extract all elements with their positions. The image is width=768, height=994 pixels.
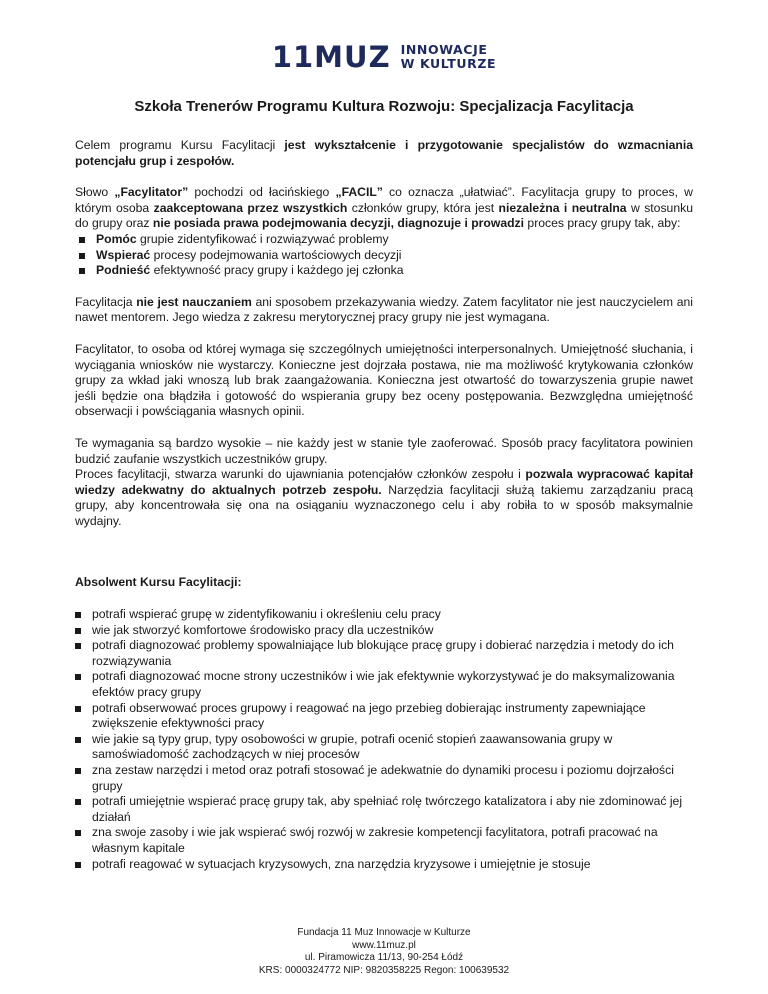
list-item	[75, 857, 693, 873]
list-item	[75, 794, 693, 825]
square-bullet-icon	[75, 737, 81, 743]
square-bullet-icon	[75, 862, 81, 868]
square-bullet-icon	[79, 268, 85, 274]
text: zna swoje zasoby i wie jak wspierać swój rozwój w zakresie kompetencji facylitatora, potrafi pracować na własnym kapitale	[92, 825, 658, 855]
text: Celem programu Kursu Facylitacji	[75, 138, 285, 152]
logo-line-1: INNOWACJE	[400, 42, 488, 57]
paragraph-goal	[75, 138, 693, 169]
text-bold: Wspierać	[96, 247, 151, 262]
text: Słowo	[75, 185, 115, 200]
text: w stosunku do grupy oraz	[75, 200, 693, 231]
text-bold: „Facylitator”	[114, 185, 189, 200]
text-bold: Podnieść	[96, 263, 151, 278]
square-bullet-icon	[75, 612, 81, 618]
text: procesy podejmowania wartościowych decyzji	[150, 247, 402, 262]
paragraph-requirements	[75, 436, 693, 530]
square-bullet-icon	[75, 799, 81, 805]
list-item	[75, 763, 693, 794]
text: wie jakie są typy grup, typy osobowości w grupie, potrafi ocenić stopień zaawansowania grupy w samoświadomość zachodzących w niej procesów	[92, 731, 613, 762]
square-bullet-icon	[75, 674, 81, 680]
text-bold: nie posiada prawa podejmowania decyzji, diagnozuje i prowadzi	[152, 216, 525, 231]
section-heading: Absolwent Kursu Facylitacji:	[75, 575, 242, 590]
square-bullet-icon	[75, 643, 81, 649]
square-bullet-icon	[79, 253, 85, 259]
footer-registry: KRS: 0000324772 NIP: 9820358225 Regon: 100639532	[258, 964, 510, 976]
list-item	[75, 263, 693, 279]
paragraph-skills: Facylitator, to osoba od której wymaga się szczególnych umiejętności interpersonalnych. Umiejętność słuchania, i wyciągania wniosków nie wystarczy. Konieczne jest dojrzała postawa, nie ma możliwość krytykowania członków grupy za wkład jaki wnoszą lub brak zaangażowania. Konieczna jest otwartość do towarzyszenia grupie nawet jeśli będzie ona błądziła i gotowość do wspierania grupy bez oceny postępowania. Bezwzględna umiejętność obserwacji i powściągania własnych opinii.	[75, 341, 693, 419]
text: potrafi obserwować proces grupowy i reagować na jego przebieg dobierając instrumenty zapewniające zwiększenie efektywności pracy	[92, 700, 646, 731]
text: co oznacza „ułatwiać”. Facylitacja grupy to proces, w którym osoba	[75, 185, 693, 215]
footer	[0, 927, 768, 977]
square-bullet-icon	[79, 237, 85, 243]
footer-org: Fundacja 11 Muz Innowacje w Kulturze	[297, 927, 471, 938]
paragraph-not-teaching	[75, 295, 693, 326]
text: Facylitacja	[75, 294, 137, 309]
text-bold: „FACIL”	[335, 185, 383, 200]
graduate-skills-list	[75, 607, 693, 872]
footer-address: ul. Piramowicza 11/13, 90-254 Łódź	[304, 952, 464, 964]
text-bold: Pomóc	[96, 231, 137, 246]
text: potrafi diagnozować mocne strony uczestników i wie jak efektywnie wykorzystywać je do maksymalizowania efektów pracy grupy	[92, 669, 675, 700]
document-body	[75, 138, 693, 872]
logo-text	[401, 43, 497, 71]
list-item	[75, 638, 693, 669]
logo-mark: 11MUZ	[271, 40, 391, 74]
text: Narzędzia facylitacji służą takiemu zarządzaniu pracą grupy, aby koncentrowała się ona na osiąganiu wyznaczonego celu i aby robiła to w sposób maksymalnie wydajny.	[75, 482, 694, 528]
square-bullet-icon	[75, 768, 81, 774]
text: członków grupy, która jest	[347, 200, 499, 215]
goals-list	[75, 232, 693, 279]
logo-line-2: W KULTURZE	[400, 56, 497, 71]
text-bold: jest wykształcenie i przygotowanie specjalistów do wzmacniania potencjału grup i zespołów.	[75, 138, 693, 168]
text: potrafi wspierać grupę w zidentyfikowaniu i określeniu celu pracy	[92, 607, 441, 622]
text-bold: niezależna i neutralna	[498, 200, 627, 215]
list-item	[75, 701, 693, 732]
list-item	[75, 732, 693, 763]
list-item	[75, 825, 693, 856]
square-bullet-icon	[75, 830, 81, 836]
text: grupie zidentyfikować i rozwiązywać problemy	[136, 231, 389, 246]
list-item	[75, 232, 693, 248]
text: efektywność pracy grupy i każdego jej członka	[150, 263, 404, 278]
footer-website-link[interactable]: www.11muz.pl	[352, 939, 416, 951]
square-bullet-icon	[75, 628, 81, 634]
text-bold: nie jest nauczaniem	[136, 294, 252, 309]
text-bold: pozwala wypracować kapitał wiedzy adekwatny do aktualnych potrzeb zespołu.	[75, 467, 693, 497]
text: proces pracy grupy tak, aby:	[524, 216, 681, 231]
paragraph-definition	[75, 185, 693, 279]
text: pochodzi od łacińskiego	[188, 185, 336, 200]
text: Proces facylitacji, stwarza warunki do ujawniania potencjałów członków zespołu i	[75, 467, 526, 482]
square-bullet-icon	[75, 706, 81, 712]
logo	[0, 40, 768, 74]
text: zna zestaw narzędzi i metod oraz potrafi stosować je adekwatnie do dynamiki procesu i poziomu dojrzałości grupy	[92, 763, 674, 793]
list-item	[75, 623, 693, 639]
text: wie jak stworzyć komfortowe środowisko pracy dla uczestników	[92, 622, 434, 637]
list-item	[75, 607, 693, 623]
list-item	[75, 248, 693, 264]
text: Te wymagania są bardzo wysokie – nie każdy jest w stanie tyle zaoferować. Sposób pracy facylitatora powinien budzić zaufanie wszystkich uczestników grupy.	[75, 435, 693, 466]
list-item	[75, 669, 693, 700]
text: ani sposobem przekazywania wiedzy. Zatem facylitator nie jest nauczycielem ani nawet mentorem. Jego wiedza z zakresu merytorycznej pracy grupy nie jest wymagana.	[75, 294, 693, 325]
text: potrafi reagować w sytuacjach kryzysowych, zna narzędzia kryzysowe i umiejętnie je stosuje	[92, 856, 591, 871]
text: potrafi diagnozować problemy spowalniające lub blokujące pracę grupy i dobierać narzędzia i metody do ich rozwiązywania	[92, 638, 674, 668]
text-bold: zaakceptowana przez wszystkich	[153, 200, 348, 215]
page-title: Szkoła Trenerów Programu Kultura Rozwoju: Specjalizacja Facylitacja	[134, 98, 634, 115]
text: potrafi umiejętnie wspierać pracę grupy tak, aby spełniać rolę twórczego katalizatora i aby nie zdominować jej działań	[92, 794, 683, 824]
